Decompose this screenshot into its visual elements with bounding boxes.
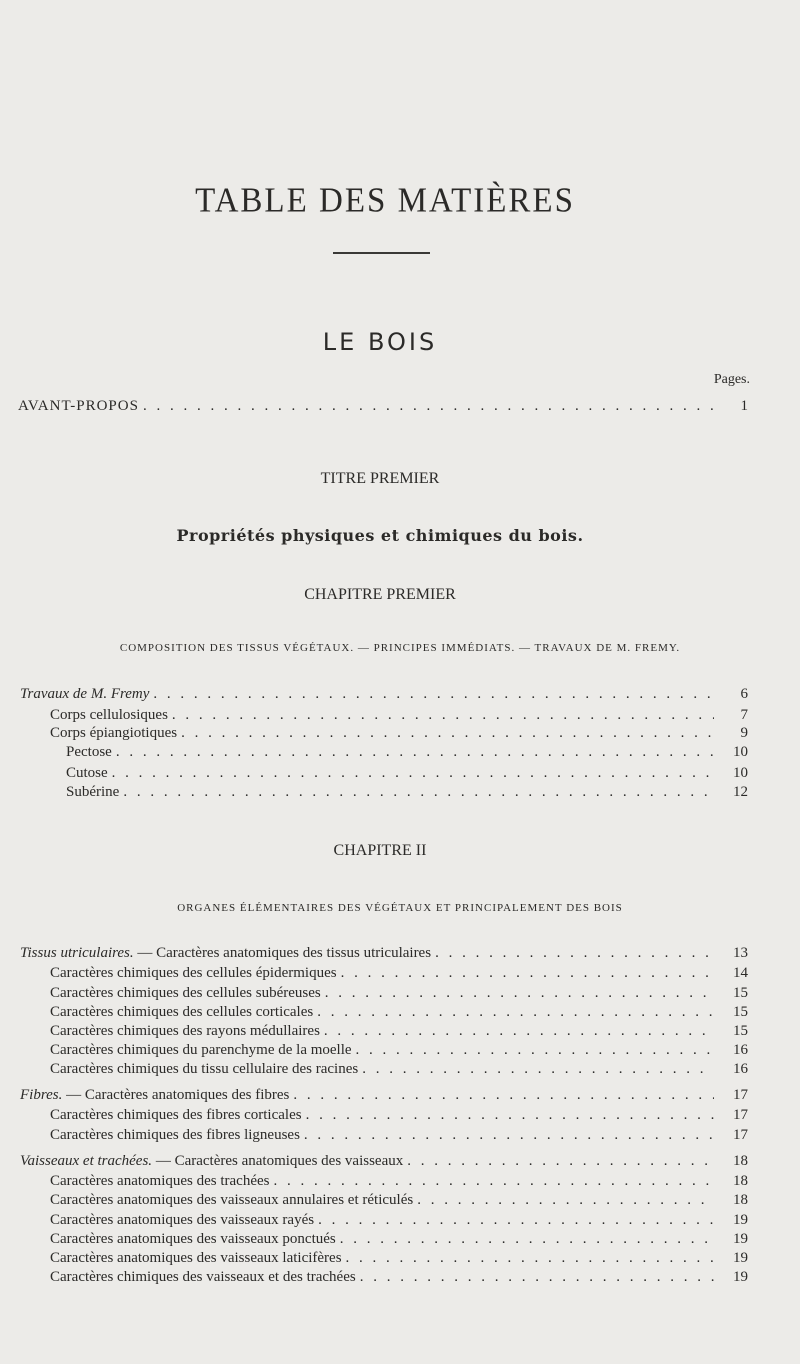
toc-entry-label: Caractères chimiques des cellules épidermiques [50,965,337,981]
toc-entry-label: Caractères chimiques des vaisseaux et des trachées [50,1269,356,1285]
toc-entry-label: Corps épiangiotiques [50,725,178,741]
leader-dots [123,782,714,802]
toc-entry-lead: Tissus utriculaires. [20,945,134,961]
toc-entry-page: 16 [733,1042,748,1058]
part-title: LE BOIS [322,328,438,356]
toc-entry-page: 19 [733,1269,748,1285]
leader-dots [317,1002,714,1022]
toc-entry-avant-propos[interactable] [18,396,800,416]
toc-entry[interactable] [50,1040,800,1060]
toc-entry[interactable] [66,763,800,783]
toc-entry[interactable] [50,705,800,725]
toc-entry[interactable] [20,1151,800,1171]
toc-entry-page: 16 [733,1061,748,1077]
toc-entry[interactable] [50,983,800,1003]
toc-entry-label: Caractères anatomiques des vaisseaux laticifères [50,1250,342,1266]
toc-entry-label: Corps cellulosiques [50,707,168,723]
toc-entry[interactable] [50,1125,800,1145]
toc-entry[interactable] [50,1190,800,1210]
toc-entry-page: 18 [733,1173,748,1189]
leader-dots [318,1210,714,1230]
leader-dots [346,1248,714,1268]
toc-entry-rest: — Caractères anatomiques des vaisseaux [152,1153,404,1169]
leader-dots [407,1151,714,1171]
toc-entry-label [20,1151,403,1171]
toc-entry-label: AVANT-PROPOS [18,398,139,414]
toc-entry-label: Travaux de M. Fremy [20,686,150,702]
toc-entry[interactable] [50,1229,800,1249]
toc-entry-label: Caractères chimiques du tissu cellulaire des racines [50,1061,359,1077]
leader-dots [341,963,714,983]
leader-dots [181,723,714,743]
toc-entry-page: 6 [740,686,748,702]
toc-entry-page: 19 [733,1250,748,1266]
titre-heading: TITRE PREMIER [320,470,440,487]
leader-dots [172,705,714,725]
toc-entry-rest: — Caractères anatomiques des tissus utriculaires [133,945,432,961]
leader-dots [293,1085,714,1105]
page-title: TABLE DES MATIÈRES [195,182,575,220]
toc-entry[interactable] [20,1085,800,1105]
leader-dots [435,943,714,963]
toc-entry-page: 13 [733,945,748,961]
pages-column-label: Pages. [713,372,750,387]
toc-entry[interactable] [50,1105,800,1125]
leader-dots [325,983,714,1003]
title-rule [333,252,430,254]
toc-entry[interactable] [66,742,800,762]
leader-dots [143,396,714,416]
toc-entry[interactable] [20,943,800,963]
toc-entry-label: Caractères chimiques des fibres ligneuses [50,1127,300,1143]
toc-entry-page: 19 [733,1212,748,1228]
leader-dots [324,1021,714,1041]
toc-entry-lead: Fibres. [20,1087,63,1103]
leader-dots [273,1171,714,1191]
toc-entry-label: Subérine [66,784,120,800]
toc-entry-label: Cutose [66,765,108,781]
toc-entry-page: 17 [733,1127,748,1143]
toc-entry[interactable] [50,1210,800,1230]
toc-entry-label: Caractères chimiques des cellules corticales [50,1004,314,1020]
chapter-2-subheading: ORGANES ÉLÉMENTAIRES DES VÉGÉTAUX ET PRINCIPALEMENT DES BOIS [177,902,623,914]
toc-entry-page: 15 [733,1004,748,1020]
toc-entry-page: 15 [733,1023,748,1039]
toc-entry[interactable] [50,963,800,983]
toc-entry[interactable] [66,782,800,802]
toc-entry-page: 18 [733,1192,748,1208]
toc-entry-rest: — Caractères anatomiques des fibres [62,1087,290,1103]
chapter-1-subheading: COMPOSITION DES TISSUS VÉGÉTAUX. — PRINCIPES IMMÉDIATS. — TRAVAUX DE M. FREMY. [119,642,681,654]
leader-dots [306,1105,714,1125]
leader-dots [304,1125,714,1145]
chapter-1-heading: CHAPITRE PREMIER [304,586,456,603]
chapter-2-heading: CHAPITRE II [333,842,427,859]
toc-entry-page: 1 [740,398,748,414]
toc-entry-label: Pectose [66,744,112,760]
leader-dots [116,742,714,762]
leader-dots [360,1267,714,1287]
toc-entry-page: 14 [733,965,748,981]
toc-entry-label: Caractères chimiques des rayons médullaires [50,1023,320,1039]
toc-entry-label [20,943,431,963]
toc-entry-page: 15 [733,985,748,1001]
toc-entry-label: Caractères chimiques des fibres corticales [50,1107,302,1123]
toc-entry-label: Caractères anatomiques des trachées [50,1173,270,1189]
toc-entry-page: 12 [733,784,748,800]
leader-dots [340,1229,714,1249]
toc-entry[interactable] [20,684,800,704]
toc-entry-page: 17 [733,1087,748,1103]
toc-entry-lead: Vaisseaux et trachées. [20,1153,153,1169]
toc-entry-page: 17 [733,1107,748,1123]
toc-entry-page: 9 [740,725,748,741]
toc-entry-label: Caractères chimiques des cellules subéreuses [50,985,321,1001]
toc-entry-label: Caractères anatomiques des vaisseaux rayés [50,1212,315,1228]
toc-entry-page: 19 [733,1231,748,1247]
toc-entry-page: 18 [733,1153,748,1169]
toc-entry-label: Caractères chimiques du parenchyme de la moelle [50,1042,352,1058]
toc-entry[interactable] [50,1248,800,1268]
leader-dots [153,684,714,704]
titre-subtitle: Propriétés physiques et chimiques du bois. [176,526,584,545]
leader-dots [112,763,714,783]
toc-entry[interactable] [50,1002,800,1022]
toc-entry-page: 10 [733,744,748,760]
toc-entry-page: 7 [740,707,748,723]
leader-dots [356,1040,714,1060]
toc-entry[interactable] [50,723,800,743]
toc-entry-label [20,1085,289,1105]
toc-entry[interactable] [50,1021,800,1041]
toc-entry[interactable] [50,1171,800,1191]
leader-dots [417,1190,714,1210]
toc-entry-label: Caractères anatomiques des vaisseaux ponctués [50,1231,336,1247]
toc-entry[interactable] [50,1267,800,1287]
toc-entry-label: Caractères anatomiques des vaisseaux annulaires et réticulés [50,1192,414,1208]
leader-dots [362,1059,714,1079]
toc-entry-page: 10 [733,765,748,781]
toc-entry[interactable] [50,1059,800,1079]
